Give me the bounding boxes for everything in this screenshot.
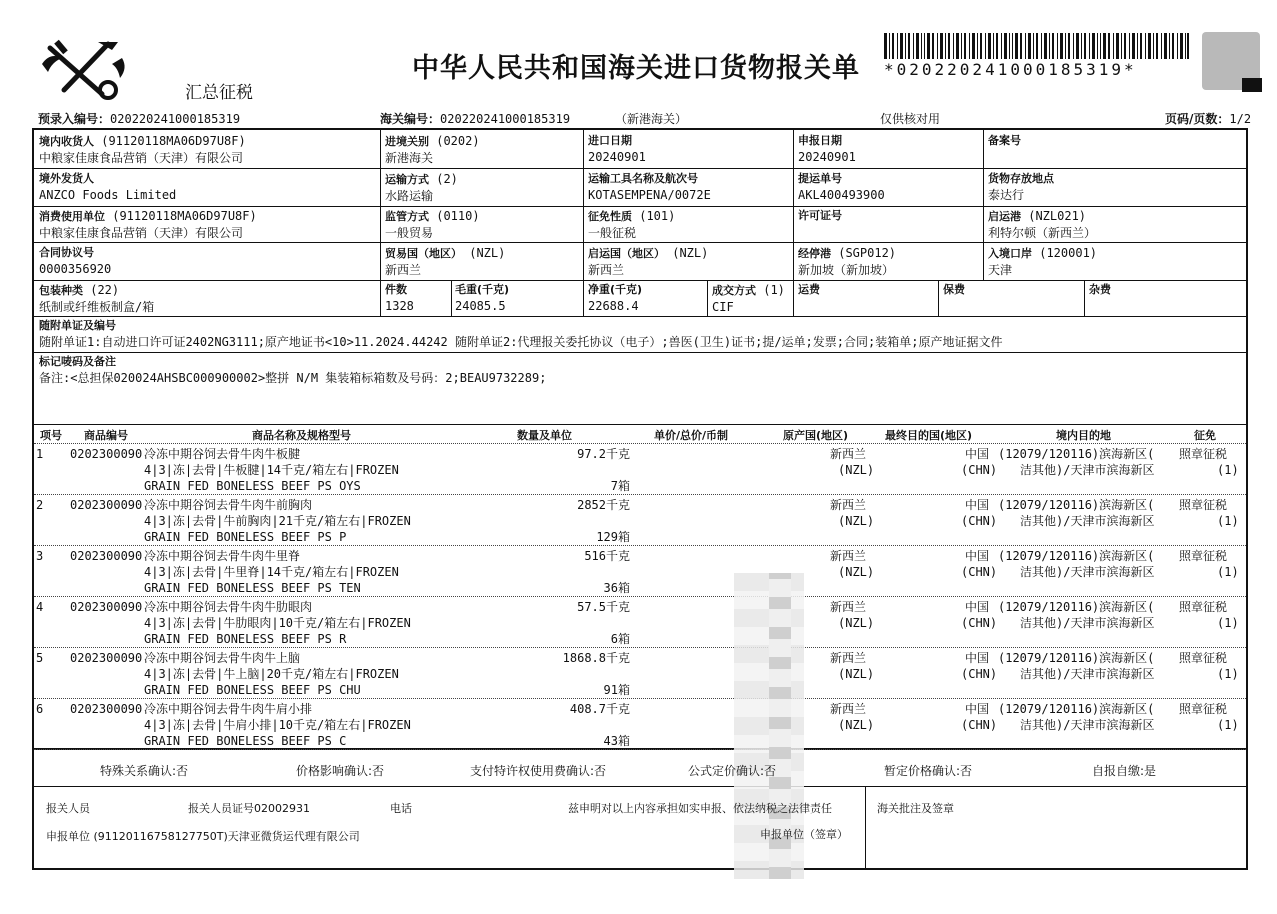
supervision-label: 监管方式 [385, 210, 429, 223]
gross-label: 毛重(千克) [455, 283, 510, 296]
item-dest: 中国 [965, 651, 990, 665]
item-code: 0202300090 [70, 549, 143, 563]
vessel-value: KOTASEMPENA/0072E [588, 188, 711, 202]
item-name: 冷冻中期谷饲去骨牛肉牛里脊 [144, 549, 301, 563]
item-exempt-1: 照章征税 [1179, 702, 1228, 716]
port-code: (0202) [436, 134, 480, 148]
item-exempt-1: 照章征税 [1179, 498, 1228, 512]
transit-value: 新加坡（新加坡） [798, 263, 895, 277]
declarant-id [188, 800, 310, 816]
row-divider [34, 647, 1246, 648]
page-label: 页码/页数： [1165, 112, 1230, 126]
col-domestic-dest: 境内目的地 [1056, 429, 1111, 442]
marks-field [39, 354, 546, 386]
storage-field [988, 171, 1054, 203]
consumer-code: (91120118MA06D97U8F) [112, 209, 257, 223]
item-exempt-2: (1) [1217, 565, 1239, 579]
item-spec: 4|3|冻|去骨|牛板腱|14千克/箱左右|FROZEN [144, 463, 399, 477]
insurance-label: 保费 [943, 283, 965, 296]
item-qty-boxes: 36箱 [603, 581, 630, 595]
license-label: 许可证号 [798, 209, 842, 222]
contract-label: 合同协议号 [39, 246, 94, 259]
attached-docs-field [39, 318, 1002, 350]
legal-statement: 兹申明对以上内容承担如实申报、依法纳税之法律责任 [568, 802, 832, 815]
entry-point-code: (120001) [1039, 246, 1098, 260]
item-code: 0202300090 [70, 651, 143, 665]
transit-port-field [798, 245, 896, 278]
royalty-confirm: 支付特许权使用费确认:否 [470, 764, 607, 778]
contract-field [39, 245, 111, 277]
item-spec: 4|3|冻|去骨|牛上脑|20千克/箱左右|FROZEN [144, 667, 399, 681]
package-value: 纸制或纤维板制盒/箱 [39, 300, 155, 314]
qr-code-icon [1202, 32, 1260, 90]
deal-label: 成交方式 [712, 284, 756, 297]
special-relation-confirm: 特殊关系确认:否 [100, 764, 189, 778]
item-exempt-1: 照章征税 [1179, 651, 1228, 665]
item-qty: 1868.8千克 [562, 651, 630, 665]
barcode-icon [884, 33, 1189, 59]
item-qty: 97.2千克 [577, 447, 630, 461]
trade-country-label: 贸易国（地区） [385, 247, 462, 260]
item-code: 0202300090 [70, 702, 143, 716]
item-origin: 新西兰 [830, 702, 867, 716]
item-domestic-2: 洁其他)/天津市滨海新区 [1020, 616, 1155, 630]
item-dest: 中国 [965, 702, 990, 716]
marks-label: 标记唛码及备注 [39, 355, 116, 368]
declaring-unit [46, 828, 360, 844]
tax-label: 征免性质 [588, 210, 632, 223]
pieces-label: 件数 [385, 283, 407, 296]
item-spec-en: GRAIN FED BONELESS BEEF PS C [144, 734, 347, 748]
item-domestic-2: 洁其他)/天津市滨海新区 [1020, 718, 1155, 732]
item-qty-boxes: 43箱 [603, 734, 630, 748]
item-spec-en: GRAIN FED BONELESS BEEF PS R [144, 632, 347, 646]
item-spec-en: GRAIN FED BONELESS BEEF PS OYS [144, 479, 361, 493]
customs-number [380, 110, 570, 127]
item-origin-code: (NZL) [838, 565, 875, 579]
departure-country-value: 新西兰 [588, 263, 625, 277]
item-domestic-2: 洁其他)/天津市滨海新区 [1020, 667, 1155, 681]
item-origin: 新西兰 [830, 549, 867, 563]
tax-nature-field [588, 208, 675, 241]
item-origin: 新西兰 [830, 498, 867, 512]
departure-country-field [588, 245, 708, 278]
declaring-unit-value: (91120116758127750T)天津亚微货运代理有限公司 [93, 830, 360, 843]
formula-price-confirm: 公式定价确认:否 [688, 764, 777, 778]
item-origin-code: (NZL) [838, 463, 875, 477]
barcode-number: *020220241000185319* [884, 60, 1137, 79]
self-pay-confirm: 自报自缴:是 [1092, 764, 1157, 778]
item-origin-code: (NZL) [838, 667, 875, 681]
freight-label: 运费 [798, 283, 820, 296]
item-exempt-2: (1) [1217, 718, 1239, 732]
customs-number-value: 020220241000185319 [440, 112, 571, 126]
item-exempt-2: (1) [1217, 463, 1239, 477]
item-dest-code: (CHN) [961, 616, 998, 630]
deal-mode-field [712, 282, 785, 315]
consignee-code: (91120118MA06D97U8F) [101, 134, 246, 148]
row-divider [34, 698, 1246, 699]
departure-port-field [988, 208, 1096, 241]
entry-point-label: 入境口岸 [988, 247, 1032, 260]
pre-entry-label: 预录入编号： [38, 112, 111, 126]
item-name: 冷冻中期谷饲去骨牛肉牛上脑 [144, 651, 301, 665]
freight-field [798, 282, 820, 298]
shipper-field [39, 171, 176, 203]
item-dest-code: (CHN) [961, 463, 998, 477]
consignee-label: 境内收货人 [39, 135, 94, 148]
trade-country-field [385, 245, 505, 278]
item-name: 冷冻中期谷饲去骨牛肉牛前胸肉 [144, 498, 313, 512]
net-value: 22688.4 [588, 299, 639, 313]
supervision-code: (0110) [436, 209, 480, 223]
item-domestic-2: 洁其他)/天津市滨海新区 [1020, 514, 1155, 528]
item-domestic-1: (12079/120116)滨海新区( [998, 549, 1155, 563]
item-origin-code: (NZL) [838, 718, 875, 732]
document-title: 中华人民共和国海关进口货物报关单 [412, 53, 860, 84]
transport-value: 水路运输 [385, 189, 434, 203]
item-domestic-1: (12079/120116)滨海新区( [998, 702, 1155, 716]
package-label: 包装种类 [39, 284, 83, 297]
item-domestic-1: (12079/120116)滨海新区( [998, 498, 1155, 512]
declarant-label: 报关人员 [46, 802, 90, 815]
docs-label: 随附单证及编号 [39, 319, 116, 332]
vessel-field [588, 171, 711, 203]
contract-value: 0000356920 [39, 262, 112, 276]
col-dest-country: 最终目的国(地区) [885, 429, 973, 442]
item-no: 4 [36, 600, 44, 614]
sub-title: 汇总征税 [185, 83, 253, 103]
price-impact-confirm: 价格影响确认:否 [296, 764, 385, 778]
item-qty: 2852千克 [577, 498, 630, 512]
item-dest-code: (CHN) [961, 667, 998, 681]
item-qty: 57.5千克 [577, 600, 630, 614]
page-indicator [1165, 110, 1251, 127]
record-number-label: 备案号 [988, 134, 1021, 147]
col-qty: 数量及单位 [517, 429, 572, 442]
consumer-field [39, 208, 257, 241]
item-domestic-1: (12079/120116)滨海新区( [998, 651, 1155, 665]
insurance-field [943, 282, 965, 298]
item-domestic-2: 洁其他)/天津市滨海新区 [1020, 565, 1155, 579]
col-name: 商品名称及规格型号 [252, 429, 351, 442]
declarant-id-value: 02002931 [254, 802, 310, 815]
trade-country-code: (NZL) [469, 246, 506, 260]
import-date-field [588, 133, 646, 165]
bill-of-lading-label: 提运单号 [798, 172, 842, 185]
customs-office: （新港海关） [615, 112, 688, 126]
customs-approval-label: 海关批注及签章 [877, 802, 954, 815]
item-domestic-1: (12079/120116)滨海新区( [998, 600, 1155, 614]
deal-value: CIF [712, 300, 734, 314]
item-spec-en: GRAIN FED BONELESS BEEF PS TEN [144, 581, 361, 595]
item-code: 0202300090 [70, 600, 143, 614]
shipper-value: ANZCO Foods Limited [39, 188, 177, 202]
declare-date-value: 20240901 [798, 150, 856, 164]
item-spec: 4|3|冻|去骨|牛肋眼肉|10千克/箱左右|FROZEN [144, 616, 411, 630]
item-dest: 中国 [965, 600, 990, 614]
item-dest-code: (CHN) [961, 514, 998, 528]
transit-label: 经停港 [798, 247, 831, 260]
item-qty: 516千克 [584, 549, 630, 563]
entry-point-field [988, 245, 1097, 278]
item-name: 冷冻中期谷饲去骨牛肉牛肋眼肉 [144, 600, 313, 614]
item-exempt-1: 照章征税 [1179, 600, 1228, 614]
row-divider [34, 545, 1246, 546]
col-exempt: 征免 [1194, 429, 1216, 442]
phone-label: 电话 [390, 802, 412, 815]
pre-entry-number [38, 110, 240, 127]
item-no: 2 [36, 498, 44, 512]
transport-field [385, 171, 458, 204]
transit-code: (SGP012) [838, 246, 897, 260]
item-qty-boxes: 91箱 [603, 683, 630, 697]
item-no: 5 [36, 651, 44, 665]
port-label: 进境关别 [385, 135, 429, 148]
col-origin: 原产国(地区) [783, 429, 849, 442]
item-spec: 4|3|冻|去骨|牛里脊|14千克/箱左右|FROZEN [144, 565, 399, 579]
departure-port-label: 启运港 [988, 210, 1021, 223]
item-spec-en: GRAIN FED BONELESS BEEF PS CHU [144, 683, 361, 697]
bill-of-lading-value: AKL400493900 [798, 188, 885, 202]
gross-value: 24085.5 [455, 299, 506, 313]
deal-code: (1) [763, 283, 785, 297]
transport-label: 运输方式 [385, 173, 429, 186]
item-dest-code: (CHN) [961, 718, 998, 732]
supervision-field [385, 208, 480, 241]
item-exempt-1: 照章征税 [1179, 447, 1228, 461]
item-dest: 中国 [965, 498, 990, 512]
declaring-unit-label: 申报单位 [46, 830, 90, 843]
shipper-label: 境外发货人 [39, 172, 94, 185]
entry-port-field [385, 133, 480, 166]
package-type-field [39, 282, 154, 315]
item-no: 6 [36, 702, 44, 716]
misc-fee-field [1089, 282, 1111, 298]
marks-value: 备注:<总担保020024AHSBC000900002>整拼 N/M 集装箱标箱数及号码：2;BEAU9732289; [39, 371, 547, 385]
item-dest-code: (CHN) [961, 565, 998, 579]
departure-port-value: 利特尔顿（新西兰） [988, 226, 1097, 240]
item-code: 0202300090 [70, 447, 143, 461]
consumer-value: 中粮家佳康食品营销（天津）有限公司 [39, 226, 244, 240]
item-qty-boxes: 7箱 [610, 479, 630, 493]
pre-entry-value: 020220241000185319 [110, 112, 241, 126]
consignee-value: 中粮家佳康食品营销（天津）有限公司 [39, 151, 244, 165]
tax-code: (101) [639, 209, 676, 223]
item-exempt-2: (1) [1217, 514, 1239, 528]
item-code: 0202300090 [70, 498, 143, 512]
item-qty-boxes: 129箱 [596, 530, 630, 544]
row-divider [34, 749, 1246, 750]
net-weight-field [588, 282, 642, 314]
item-exempt-1: 照章征税 [1179, 549, 1228, 563]
import-date-label: 进口日期 [588, 134, 632, 147]
customs-emblem-icon [38, 38, 130, 100]
consumer-label: 消费使用单位 [39, 210, 105, 223]
pieces-field [385, 282, 414, 314]
tax-value: 一般征税 [588, 226, 637, 240]
item-origin: 新西兰 [830, 600, 867, 614]
col-no: 项号 [40, 429, 62, 442]
page-value: 1/2 [1229, 112, 1252, 126]
row-divider [34, 596, 1246, 597]
docs-value: 随附单证1:自动进口许可证2402NG3111;原产地证书<10>11.2024.44242 随附单证2:代理报关委托协议（电子）;兽医(卫生)证书;提/运单;发票;合同;装箱单;原产地证据文件 [39, 335, 1003, 349]
item-domestic-1: (12079/120116)滨海新区( [998, 447, 1155, 461]
item-spec-en: GRAIN FED BONELESS BEEF PS P [144, 530, 347, 544]
declarant-id-label: 报关人员证号 [188, 802, 254, 815]
item-no: 3 [36, 549, 44, 563]
row-divider [34, 494, 1246, 495]
trade-country-value: 新西兰 [385, 263, 422, 277]
item-exempt-2: (1) [1217, 616, 1239, 630]
transport-code: (2) [436, 172, 458, 186]
record-number-field [988, 133, 1021, 149]
package-code: (22) [90, 283, 120, 297]
declare-date-field [798, 133, 856, 165]
supervision-value: 一般贸易 [385, 226, 434, 240]
item-origin: 新西兰 [830, 447, 867, 461]
verify-note: 仅供核对用 [880, 112, 941, 126]
bill-of-lading-field [798, 171, 885, 203]
storage-label: 货物存放地点 [988, 172, 1054, 185]
item-no: 1 [36, 447, 44, 461]
storage-value: 泰达行 [988, 188, 1025, 202]
sign-label: 申报单位（签章） [760, 828, 848, 841]
col-price: 单价/总价/币制 [654, 429, 729, 442]
vessel-label: 运输工具名称及航次号 [588, 172, 698, 185]
provisional-price-confirm: 暂定价格确认:否 [884, 764, 973, 778]
departure-country-code: (NZL) [672, 246, 709, 260]
item-spec: 4|3|冻|去骨|牛前胸肉|21千克/箱左右|FROZEN [144, 514, 411, 528]
license-field [798, 208, 842, 224]
item-spec: 4|3|冻|去骨|牛肩小排|10千克/箱左右|FROZEN [144, 718, 411, 732]
item-qty-boxes: 6箱 [610, 632, 630, 646]
port-value: 新港海关 [385, 151, 434, 165]
item-domestic-2: 洁其他)/天津市滨海新区 [1020, 463, 1155, 477]
item-origin-code: (NZL) [838, 514, 875, 528]
item-dest: 中国 [965, 447, 990, 461]
item-qty: 408.7千克 [569, 702, 630, 716]
col-code: 商品编号 [84, 429, 128, 442]
customs-number-label: 海关编号： [380, 112, 441, 126]
declaration-form [32, 128, 1248, 870]
pieces-value: 1328 [385, 299, 414, 313]
departure-port-code: (NZL021) [1028, 209, 1087, 223]
gross-weight-field [455, 282, 509, 314]
departure-country-label: 启运国（地区） [588, 247, 665, 260]
misc-label: 杂费 [1089, 283, 1111, 296]
consignee-field [39, 133, 246, 166]
import-date-value: 20240901 [588, 150, 646, 164]
item-name: 冷冻中期谷饲去骨牛肉牛板腱 [144, 447, 301, 461]
item-origin: 新西兰 [830, 651, 867, 665]
item-dest: 中国 [965, 549, 990, 563]
item-name: 冷冻中期谷饲去骨牛肉牛肩小排 [144, 702, 313, 716]
net-label: 净重(千克) [588, 283, 643, 296]
item-exempt-2: (1) [1217, 667, 1239, 681]
entry-point-value: 天津 [988, 263, 1013, 277]
declare-date-label: 申报日期 [798, 134, 842, 147]
item-origin-code: (NZL) [838, 616, 875, 630]
